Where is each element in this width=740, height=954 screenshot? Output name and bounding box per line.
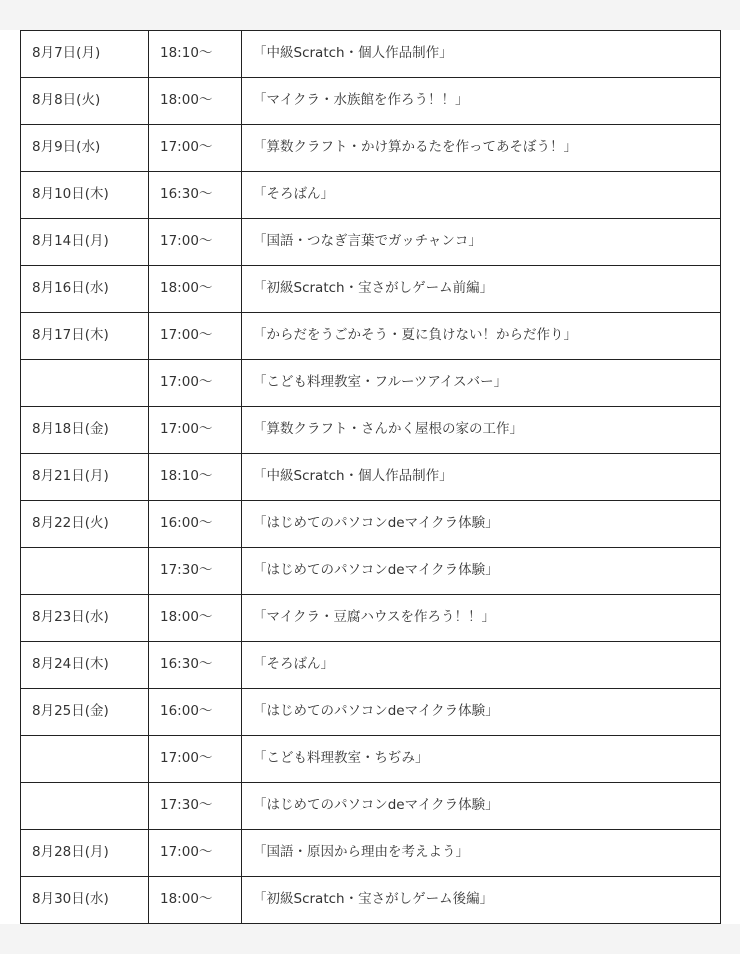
- cell-date: 8月8日(火): [21, 78, 149, 125]
- table-row: [21, 360, 721, 407]
- event-schedule-table: [20, 30, 721, 924]
- cell-time: 17:00〜: [149, 219, 242, 266]
- cell-time: 16:30〜: [149, 642, 242, 689]
- table-row: [21, 125, 721, 172]
- cell-time: 17:00〜: [149, 830, 242, 877]
- cell-date: 8月14日(月): [21, 219, 149, 266]
- cell-title: 「はじめてのパソコンdeマイクラ体験」: [242, 548, 721, 595]
- table-row: [21, 689, 721, 736]
- cell-date: 8月22日(火): [21, 501, 149, 548]
- cell-time: 18:10〜: [149, 454, 242, 501]
- cell-date: 8月17日(木): [21, 313, 149, 360]
- cell-title: 「はじめてのパソコンdeマイクラ体験」: [242, 501, 721, 548]
- table-row: [21, 501, 721, 548]
- table-row: [21, 548, 721, 595]
- cell-time: 17:30〜: [149, 548, 242, 595]
- table-row: [21, 407, 721, 454]
- cell-date: 8月28日(月): [21, 830, 149, 877]
- cell-time: 18:00〜: [149, 266, 242, 313]
- cell-date: 8月23日(水): [21, 595, 149, 642]
- cell-title: 「マイクラ・豆腐ハウスを作ろう！！」: [242, 595, 721, 642]
- table-row: [21, 266, 721, 313]
- cell-title: 「はじめてのパソコンdeマイクラ体験」: [242, 689, 721, 736]
- cell-time: 17:00〜: [149, 313, 242, 360]
- cell-date: [21, 736, 149, 783]
- cell-date: 8月10日(木): [21, 172, 149, 219]
- table-row: [21, 830, 721, 877]
- cell-time: 16:00〜: [149, 501, 242, 548]
- cell-date: [21, 783, 149, 830]
- cell-time: 16:00〜: [149, 689, 242, 736]
- cell-title: 「国語・原因から理由を考えよう」: [242, 830, 721, 877]
- table-row: [21, 877, 721, 924]
- cell-time: 18:00〜: [149, 78, 242, 125]
- cell-title: 「初級Scratch・宝さがしゲーム後編」: [242, 877, 721, 924]
- cell-date: 8月18日(金): [21, 407, 149, 454]
- cell-date: 8月16日(水): [21, 266, 149, 313]
- cell-date: 8月9日(水): [21, 125, 149, 172]
- cell-time: 17:30〜: [149, 783, 242, 830]
- table-row: [21, 642, 721, 689]
- cell-title: 「からだをうごかそう・夏に負けない！からだ作り」: [242, 313, 721, 360]
- cell-date: [21, 360, 149, 407]
- cell-time: 16:30〜: [149, 172, 242, 219]
- cell-date: 8月24日(木): [21, 642, 149, 689]
- cell-title: 「中級Scratch・個人作品制作」: [242, 454, 721, 501]
- table-row: [21, 219, 721, 266]
- table-row: [21, 454, 721, 501]
- cell-title: 「こども料理教室・ちぢみ」: [242, 736, 721, 783]
- cell-time: 17:00〜: [149, 360, 242, 407]
- table-row: [21, 172, 721, 219]
- cell-title: 「算数クラフト・かけ算かるたを作ってあそぼう！」: [242, 125, 721, 172]
- cell-title: 「そろばん」: [242, 172, 721, 219]
- cell-title: 「はじめてのパソコンdeマイクラ体験」: [242, 783, 721, 830]
- cell-date: 8月30日(水): [21, 877, 149, 924]
- cell-title: 「算数クラフト・さんかく屋根の家の工作」: [242, 407, 721, 454]
- cell-date: 8月25日(金): [21, 689, 149, 736]
- table-row: [21, 78, 721, 125]
- cell-time: 17:00〜: [149, 125, 242, 172]
- cell-title: 「そろばん」: [242, 642, 721, 689]
- table-row: [21, 783, 721, 830]
- cell-date: 8月21日(月): [21, 454, 149, 501]
- table-row: [21, 313, 721, 360]
- cell-date: [21, 548, 149, 595]
- cell-time: 17:00〜: [149, 736, 242, 783]
- cell-time: 18:10〜: [149, 31, 242, 78]
- cell-title: 「中級Scratch・個人作品制作」: [242, 31, 721, 78]
- cell-title: 「国語・つなぎ言葉でガッチャンコ」: [242, 219, 721, 266]
- cell-title: 「マイクラ・水族館を作ろう！！」: [242, 78, 721, 125]
- table-row: [21, 736, 721, 783]
- cell-time: 18:00〜: [149, 595, 242, 642]
- table-row: [21, 31, 721, 78]
- cell-date: 8月7日(月): [21, 31, 149, 78]
- cell-title: 「初級Scratch・宝さがしゲーム前編」: [242, 266, 721, 313]
- cell-time: 17:00〜: [149, 407, 242, 454]
- cell-title: 「こども料理教室・フルーツアイスバー」: [242, 360, 721, 407]
- table-row: [21, 595, 721, 642]
- cell-time: 18:00〜: [149, 877, 242, 924]
